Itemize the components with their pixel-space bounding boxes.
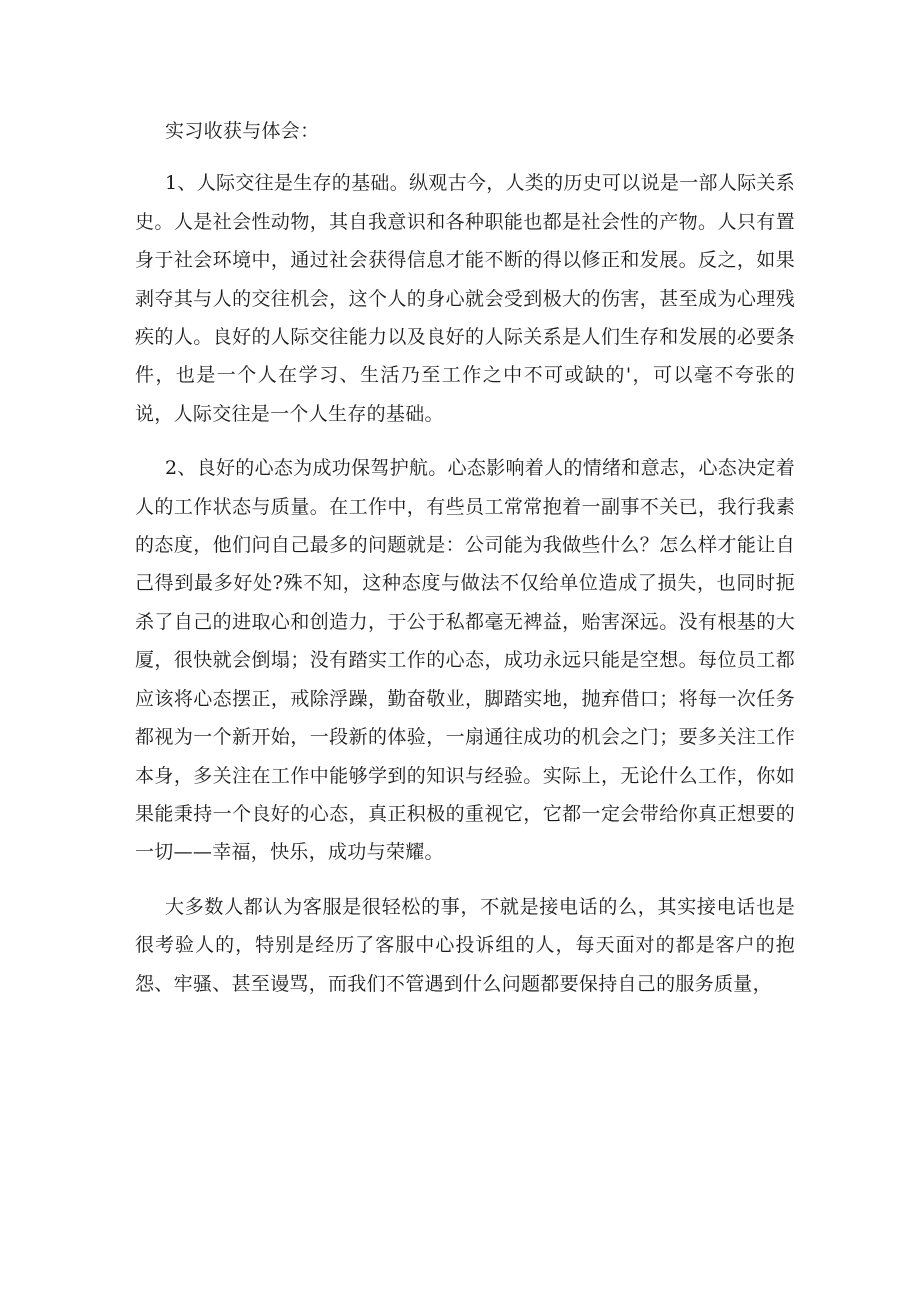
paragraph-interpersonal: 1、人际交往是生存的基础。纵观古今，人类的历史可以说是一部人际关系史。人是社会性动物，其自我意识和各种职能也都是社会性的产物。人只有置身于社会环境中，通过社会获得信息才能不断的得以修正和发展。反之，如果剥夺其与人的交往机会，这个人的身心就会受到极大的伤害，甚至成为心理残疾的人。良好的人际交往能力以及良好的人际关系是人们生存和发展的必要条件，也是一个人在学习、生活乃至工作之中不可或缺的'，可以毫不夸张的说，人际交往是一个人生存的基础。 — [135, 172, 795, 425]
document-body — [135, 112, 795, 1019]
paragraph-customer-service: 大多数人都认为客服是很轻松的事，不就是接电话的么，其实接电话也是很考验人的，特别是经历了客服中心投诉组的人，每天面对的都是客户的抱怨、牢骚、甚至谩骂，而我们不管遇到什么问题都要保持自己的服务质量， — [135, 895, 795, 995]
paragraph-mindset: 2、良好的心态为成功保驾护航。心态影响着人的情绪和意志，心态决定着人的工作状态与质量。在工作中，有些员工常常抱着一副事不关已，我行我素的态度，他们问自己最多的问题就是：公司能为我做些什么？怎么样才能让自己得到最多好处?殊不知，这种态度与做法不仅给单位造成了损失，也同时扼杀了自己的进取心和创造力，于公于私都毫无裨益，贻害深远。没有根基的大厦，很快就会倒塌；没有踏实工作的心态，成功永远只能是空想。每位员工都应该将心态摆正，戒除浮躁，勤奋敬业，脚踏实地，抛弃借口；将每一次任务都视为一个新开始，一段新的体验，一扇通往成功的机会之门；要多关注工作本身，多关注在工作中能够学到的知识与经验。实际上，无论什么工作，你如果能秉持一个良好的心态，真正积极的重视它，它都一定会带给你真正想要的一切——幸福，快乐，成功与荣耀。 — [135, 457, 795, 864]
section-heading: 实习收获与体会： — [165, 120, 320, 142]
